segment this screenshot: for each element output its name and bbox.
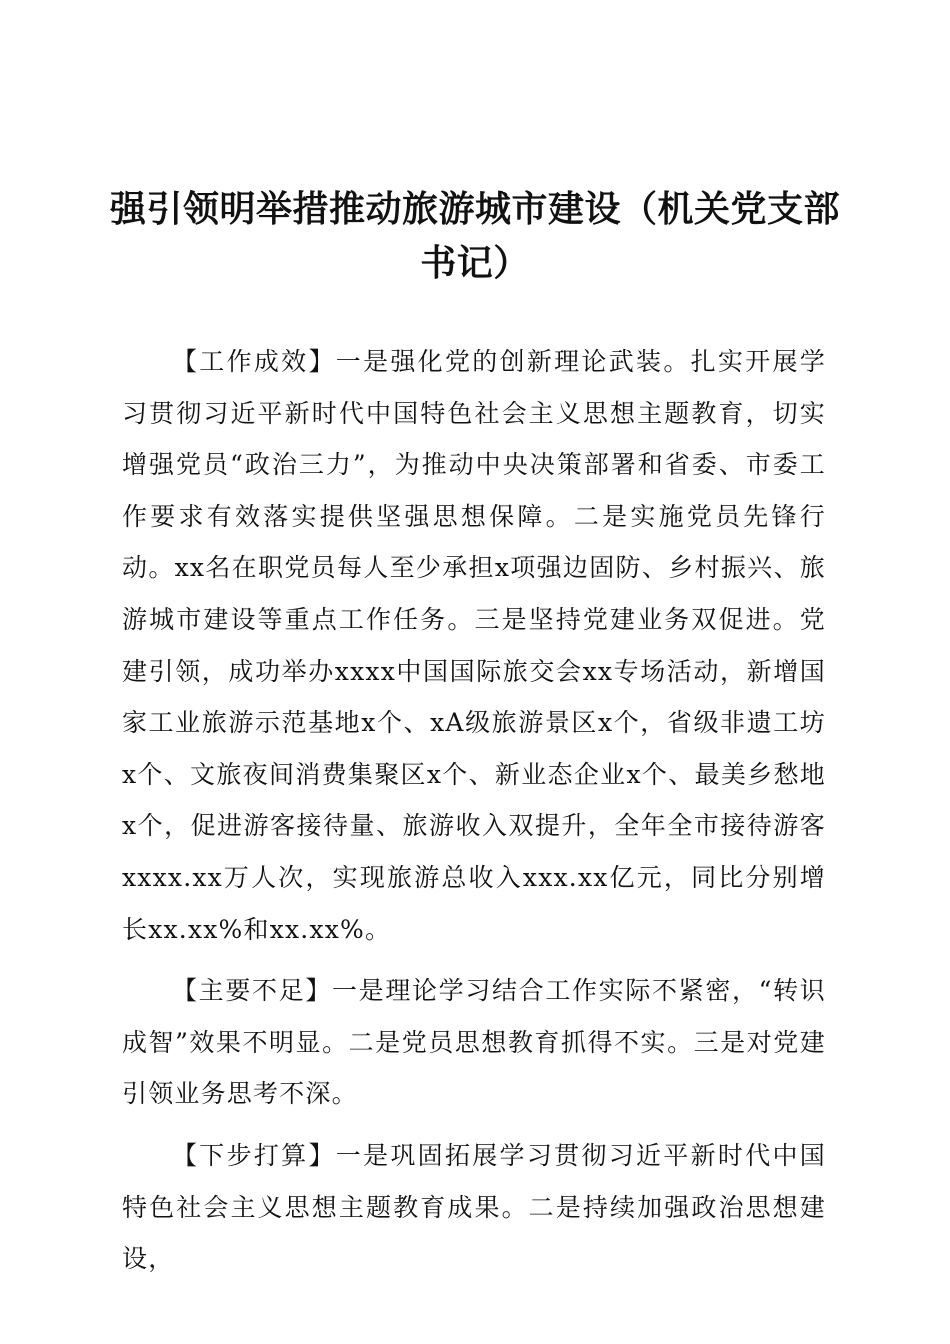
document-title: 强引领明举措推动旅游城市建设（机关党支部书记）	[110, 188, 841, 284]
paragraph-next-steps: 【下步打算】一是巩固拓展学习贯彻习近平新时代中国特色社会主义思想主题教育成果。二是持续加强政治思想建设，	[122, 1140, 826, 1274]
paragraph-achievements: 【工作成效】一是强化党的创新理论武装。扎实开展学习贯彻习近平新时代中国特色社会主义思想主题教育，切实增强党员“政治三力”，为推动中央决策部署和省委、市委工作要求有效落实提供坚强思想保障。二是实施党员先锋行动。xx名在职党员每人至少承担x项强边固防、乡村振兴、旅游城市建设等重点工作任务。三是坚持党建业务双促进。党建引领，成功举办xxxx中国国际旅交会xx专场活动，新增国家工业旅游示范基地x个、xA级旅游景区x个，省级非遗工坊x个、文旅夜间消费集聚区x个、新业态企业x个、最美乡愁地x个，促进游客接待量、旅游收入双提升，全年全市接待游客xxxx.xx万人次，实现旅游总收入xxx.xx亿元，同比分别增长xx.xx%和xx.xx%。	[122, 347, 826, 944]
document-body	[122, 336, 826, 1295]
paragraph-shortcomings: 【主要不足】一是理论学习结合工作实际不紧密，“转识成智”效果不明显。二是党员思想教育抓得不实。三是对党建引领业务思考不深。	[122, 976, 826, 1109]
